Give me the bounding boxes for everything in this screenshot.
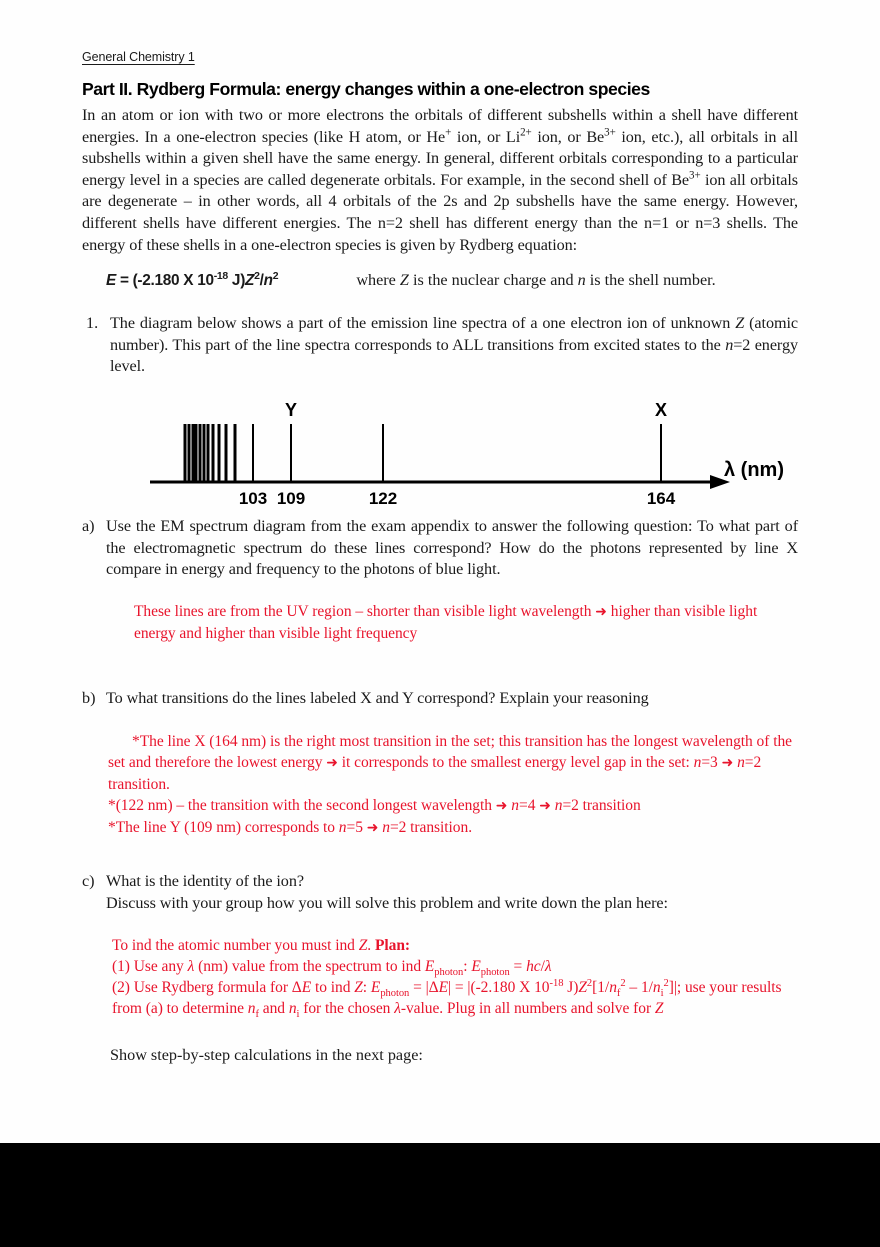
question-c-marker: c) bbox=[82, 872, 95, 891]
answer-b-line-3: *The line Y (109 nm) corresponds to n=5 ➜ n=2 transition. bbox=[108, 819, 473, 837]
spectrum-axis-label: λ (nm) bbox=[724, 459, 784, 482]
spectrum-axis bbox=[150, 475, 730, 489]
spectrum-tick-label: 109 bbox=[276, 489, 306, 509]
answer-c-group bbox=[82, 935, 798, 1019]
emission-spectrum-figure bbox=[82, 394, 798, 512]
question-c bbox=[82, 871, 798, 914]
rydberg-equation-row bbox=[82, 270, 798, 291]
emission-spectrum-chart bbox=[82, 394, 798, 512]
question-c-line-2: Discuss with your group how you will solve this problem and write down the plan here: bbox=[106, 894, 668, 913]
spectrum-point-label: X bbox=[654, 400, 668, 421]
answer-b-group bbox=[82, 731, 798, 839]
question-a bbox=[82, 516, 798, 581]
spectrum-tick-label: 103 bbox=[238, 489, 268, 509]
answer-b-line-2: *(122 nm) – the transition with the second longest wavelength ➜ n=4 ➜ n=2 transition bbox=[108, 797, 641, 815]
question-b bbox=[82, 688, 798, 710]
rydberg-equation-legend: where Z is the nuclear charge and n is the shell number. bbox=[356, 271, 716, 290]
rydberg-equation-formula: E = (-2.180 X $10^{-18}$ $J)Z^2/n^2$ bbox=[106, 271, 279, 290]
answer-c-line-2: (1) Use any λ (nm) value from the spectrum to ind $E_{photon}$: $E_{photon} = hc/\lambda$ bbox=[112, 957, 552, 978]
answer-b-line-1: *The line X (164 nm) is the right most transition in the set; this transition has the longest wavelength of the set and therefore the lowest energy ➜ it corresponds to the smallest energy level gap in the set: n=3 ➜ n=2 transition. bbox=[108, 733, 792, 794]
page-content bbox=[82, 48, 798, 1066]
question-1-marker: 1. bbox=[86, 314, 99, 333]
document-header: General Chemistry 1 bbox=[82, 50, 195, 64]
question-b-text: To what transitions do the lines labeled X and Y correspond? Explain your reasoning bbox=[106, 688, 649, 707]
bottom-black-bar bbox=[0, 1143, 880, 1247]
page-title: Part II. Rydberg Formula: energy changes within a one-electron species bbox=[82, 79, 650, 99]
question-b-marker: b) bbox=[82, 688, 96, 707]
spectrum-tick-label: 164 bbox=[646, 489, 676, 509]
question-a-text: Use the EM spectrum diagram from the exam appendix to answer the following question: To what part of the electromagnetic spectrum do these lines correspond? How do the photons represented by line X compare in energy and frequency to the photons of blue light. bbox=[106, 517, 798, 579]
intro-paragraph: In an atom or ion with two or more electrons the orbitals of different subshells within a shell have different energies. In a one-electron species (like H atom, or He+ ion, or $Li^{2+}$ ion, or $Be^{3+}$ ion, etc.), all orbitals in all subshells within a given shell have the same energy. In general, different orbitals corresponding to a particular energy level in a species are called degenerate orbitals. For example, in the second shell of $Be^{3+}$ ion all orbitals are degenerate – in other words, all 4 orbitals of the 2s and 2p subshells have the same energy. However, different shells have different energies. The n=2 shell has different energy than the n=1 or n=3 shells. The energy of these shells in a one-electron species is given by Rydberg equation: bbox=[82, 106, 799, 254]
spectrum-tick-labels bbox=[239, 489, 676, 508]
question-a-marker: a) bbox=[82, 517, 95, 536]
answer-a: These lines are from the UV region – shorter than visible light wavelength ➜ higher than visible light energy and higher than visible light frequency bbox=[134, 602, 758, 642]
answer-c-line-1: To ind the atomic number you must ind Z. Plan: bbox=[112, 936, 411, 954]
question-c-text-block bbox=[106, 871, 798, 914]
question-1-text: The diagram below shows a part of the emission line spectra of a one electron ion of unknown Z (atomic number). This part of the line spectra corresponds to ALL transitions from excited states to the n=2 energy level. bbox=[110, 314, 798, 376]
spectrum-point-labels bbox=[285, 400, 667, 420]
question-c-line-1: What is the identity of the ion? bbox=[106, 872, 304, 891]
question-1 bbox=[82, 313, 798, 378]
closing-instruction: Show step-by-step calculations in the next page: bbox=[110, 1045, 423, 1064]
answer-c-line-3: (2) Use Rydberg formula for ΔE to ind Z: $E_{photon} = |\Delta E| = |(-2.180$ X $10^{-18}$ $J)Z^2[1/n_f^2 - 1/n_i^2]|$; use your results from (a) to determine $n_f$ and $n_i$ for the chosen λ-value. Plug in all numbers and solve for Z bbox=[112, 977, 782, 1020]
spectral-line-group bbox=[185, 424, 661, 482]
spectrum-tick-label: 122 bbox=[368, 489, 398, 509]
spectrum-point-label: Y bbox=[284, 400, 298, 421]
